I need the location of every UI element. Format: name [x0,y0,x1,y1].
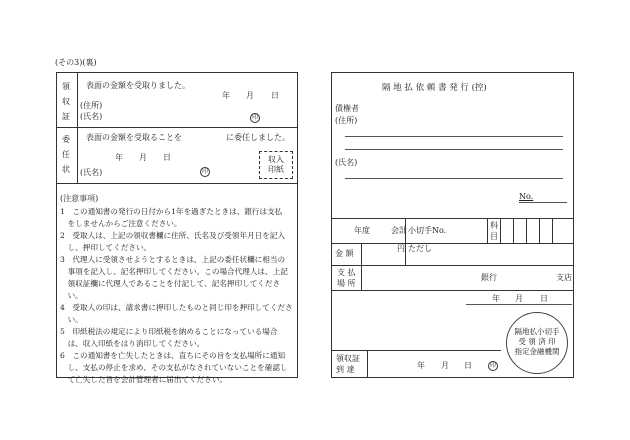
receipt-statement: 表面の金額を受取りました。 [86,81,190,90]
delegation-label: 委 任 状 [62,135,70,174]
note-line: 1 この通知書の発行の日付から1年を過ぎたときは、銀行は支払 [60,207,283,216]
subject-label: 科 目 [490,221,498,241]
row2-label-divider [361,243,362,290]
yen-label: 円 [397,244,405,253]
note-label: ただし [408,244,432,253]
issue-date-underline [466,304,572,305]
note-line: 4 受取人の印は、請求書に押印したものと同じ印を押印してくださ [60,303,293,312]
receipt-address-label: (住所) [80,101,103,110]
amount-label: 金 額 [335,249,354,258]
delegation-bottom-rule [56,183,298,184]
row1-divider-2 [487,218,488,243]
bank-stamp-line-2: 受 領 済 印 [518,337,556,346]
row1-divider-1 [405,218,406,243]
receipt-date-day: 日 [271,91,279,100]
note-line: 領収証欄に代理人であることを付記して、記名押印してくださ [60,279,281,288]
row2-divider [405,243,406,265]
note-line: は、収入印紙をはり消印してください。 [60,339,205,348]
arrival-date-year: 年 [417,361,425,370]
delegation-date-day: 日 [163,153,171,162]
grid-row-2-top [331,243,574,244]
subject-cell-divider-1 [500,218,501,243]
note-line: 6 この通知書を亡失したときは、直ちにその旨を支払場所に通知 [60,351,286,360]
subject-cell-divider-5 [552,218,553,243]
delegation-date-month: 月 [139,153,147,162]
receipt-seal-mark: 印 [251,114,258,121]
grid-row-3-bottom [331,290,574,291]
fiscal-year-label: 年度 [354,226,370,235]
issue-date-day: 日 [540,294,548,303]
payment-place-label: 支 払 場 所 [337,268,356,288]
receipt-label: 領 収 証 [62,82,70,121]
subject-cell-divider-3 [526,218,527,243]
account-label: 会計 [391,226,407,235]
receipt-name-label: (氏名) [80,112,103,121]
creditor-label: 債権者 [335,104,359,113]
grid-row-3-top [331,265,574,266]
name-line [345,178,563,179]
note-line: をしませんからご注意ください。 [60,219,182,228]
receipt-arrival-label: 領収証 到 達 [336,354,360,374]
note-line: 3 代理人に受領させようとするときは、上記の委任状欄に相当の [60,255,286,264]
creditor-address-label: (住所) [335,116,358,125]
receipt-arrival-top [331,350,501,351]
arrival-date-day: 日 [464,361,472,370]
delegation-date-year: 年 [115,153,123,162]
address-line-1 [345,136,563,137]
number-line [519,202,567,203]
label-column-rule [77,72,78,183]
bank-stamp-line-3: 指定金融機関 [514,347,560,356]
subject-cell-divider-4 [539,218,540,243]
revenue-stamp-box [259,151,293,179]
bank-stamp [506,312,568,374]
delegation-seal-mark: 印 [201,168,208,175]
creditor-name-label: (氏名) [335,158,358,167]
receipt-arrival-divider [367,350,368,378]
note-line: い。 [60,315,83,324]
subject-cell-divider-2 [513,218,514,243]
note-line: い。 [60,291,83,300]
bank-label: 銀行 [481,273,497,282]
delegation-name-label: (氏名) [80,168,103,177]
check-number-label: 小切手No. [408,226,447,235]
back-side-label: (その3)(裏) [55,58,97,67]
note-line: 2 受取人は、上記の領収書欄に住所、氏名及び受領年月日を記入 [60,231,286,240]
branch-label: 支店 [556,273,572,282]
number-label: No. [519,192,534,201]
bank-stamp-line-1: 隔地払小切手 [514,327,560,336]
note-line: 事項を記入し、記名押印してください。この場合代理人は、上記 [60,267,288,276]
revenue-stamp-label-1: 収入 [268,155,284,164]
arrival-date-month: 月 [441,361,449,370]
receipt-date-year: 年 [222,91,230,100]
delegation-statement-post: に委任しました。 [226,133,290,142]
arrival-seal-mark: 印 [489,362,496,369]
note-line: 5 印紙税法の規定により印紙税を納めることになっている場合 [60,327,278,336]
remittance-title: 隔 地 払 依 頼 書 発 行 (控) [382,83,487,93]
grid-row-1-top [331,218,574,219]
note-line: て亡失した旨を会計管理者に届出てください。 [60,375,228,384]
issue-date-month: 月 [515,294,523,303]
receipt-date-month: 月 [246,91,254,100]
delegation-statement-pre: 表面の金額を受取ることを [86,133,182,142]
note-line: し、押印してください。 [60,243,152,252]
note-line: し、支払の停止を求め、その支払がなされていないことを確認し [60,363,288,372]
revenue-stamp-label-2: 印紙 [268,165,284,174]
address-line-2 [345,149,563,150]
receipt-bottom-rule [56,127,298,128]
issue-date-year: 年 [492,294,500,303]
notes-title: (注意事項) [60,194,99,203]
